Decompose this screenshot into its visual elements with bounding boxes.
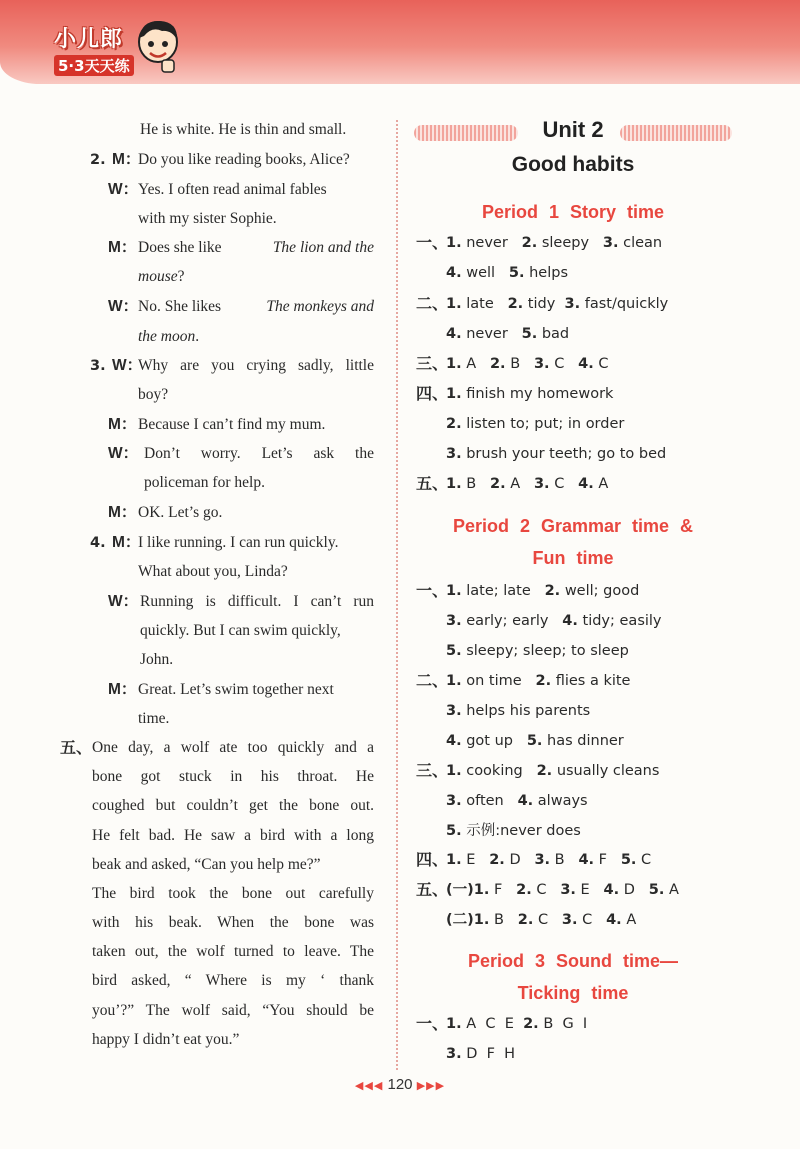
dialogue-line: quickly. But I can swim quickly, (140, 622, 341, 639)
dialogue-line: Why are you crying sadly, little (138, 357, 374, 374)
dialogue-line: with my sister Sophie. (138, 210, 277, 227)
section-label: 三、 (416, 761, 449, 780)
dialogue-line: Great. Let’s swim together next (138, 681, 334, 698)
series-title: 5·3天天练 (54, 55, 134, 76)
section-label: 三、 (416, 354, 449, 373)
story-line: happy I didn’t eat you.” (92, 1031, 240, 1048)
story-line: taken out, the wolf turned to leave. The (92, 943, 374, 960)
item-number: 3. (90, 358, 106, 374)
left-arrows-icon: ◀◀◀ (354, 1080, 384, 1092)
answer-row: 3. early; early 4. tidy; easily (446, 613, 662, 629)
dialogue-line (138, 327, 199, 347)
section-label: 五、 (60, 738, 93, 757)
dialogue-line (138, 238, 374, 258)
brand-title: 小儿郎 (54, 27, 124, 52)
answer-row: 3. often 4. always (446, 793, 588, 809)
section-label: 一、 (416, 581, 449, 600)
story-line: He felt bad. He saw a bird with a long (92, 827, 374, 844)
answer-row: 3. helps his parents (446, 703, 591, 719)
dialogue-line: Because I can’t find my mum. (138, 416, 326, 433)
item-number: 2. (90, 152, 106, 168)
dialogue-text: No. She likes (138, 298, 222, 315)
period-title: Period 1 Story time (481, 202, 665, 222)
period-title: Ticking time (517, 983, 629, 1003)
dialogue-line: boy? (138, 386, 169, 403)
speaker-label: M： (112, 534, 141, 551)
period-title: Period 3 Sound time— (467, 951, 679, 971)
unit-subtitle: Good habits (511, 153, 635, 176)
answer-row: 5. 示例:never does (446, 823, 581, 839)
section-label: 四、 (416, 384, 449, 403)
dialogue-line (138, 297, 374, 317)
answer-row: 1. A C E 2. B G I (446, 1016, 588, 1032)
answer-row: 4. well 5. helps (446, 265, 569, 281)
answer-row: 1. cooking 2. usually cleans (446, 763, 660, 779)
page-number: 120 (387, 1076, 413, 1093)
answer-row: (二)1. B 2. C 3. C 4. A (446, 912, 637, 928)
story-line: One day, a wolf ate too quickly and a (92, 739, 374, 756)
speaker-label: M： (112, 151, 141, 168)
dialogue-line: He is white. He is thin and small. (140, 121, 347, 138)
answer-row: 1. B 2. A 3. C 4. A (446, 476, 609, 492)
answer-row: 5. sleepy; sleep; to sleep (446, 643, 629, 659)
answer-row: 1. A 2. B 3. C 4. C (446, 356, 609, 372)
unit-title: Unit 2 (542, 117, 604, 142)
answer-row: (一)1. F 2. C 3. E 4. D 5. A (446, 882, 679, 898)
answer-row: 4. never 5. bad (446, 326, 570, 342)
section-label: 二、 (416, 294, 449, 313)
story-line: you’?” The wolf said, “You should be (92, 1002, 374, 1019)
dialogue-line: I like running. I can run quickly. (138, 534, 339, 551)
speaker-label: M： (108, 416, 137, 433)
item-number: 4. (90, 535, 106, 551)
page-footer (0, 1076, 800, 1093)
section-label: 五、 (416, 474, 449, 493)
brand-logo (54, 22, 134, 76)
punctuation: . (195, 328, 200, 345)
period-title: Fun time (532, 548, 614, 568)
answer-row: 1. never 2. sleepy 3. clean (446, 235, 663, 251)
story-line: bone got stuck in his throat. He (92, 768, 374, 785)
dialogue-line (138, 267, 185, 287)
story-line: with his beak. When the bone was (92, 914, 374, 931)
answer-row: 4. got up 5. has dinner (446, 733, 624, 749)
section-label: 五、 (416, 880, 449, 899)
speaker-label: W： (108, 181, 139, 198)
dialogue-line: time. (138, 710, 170, 727)
story-title: The monkeys and (266, 298, 374, 315)
story-title: The lion and the (272, 239, 374, 256)
dialogue-line: Yes. I often read animal fables (138, 181, 327, 198)
answer-row: 1. E 2. D 3. B 4. F 5. C (446, 852, 652, 868)
answer-row: 1. finish my homework (446, 386, 614, 402)
punctuation: ? (177, 268, 185, 285)
speaker-label: W： (108, 445, 139, 462)
answer-row: 1. on time 2. flies a kite (446, 673, 631, 689)
dialogue-line: John. (140, 651, 174, 668)
speaker-label: W： (112, 357, 143, 374)
speaker-label: M： (108, 681, 137, 698)
answer-row: 1. late; late 2. well; good (446, 583, 640, 599)
story-line: beak and asked, “Can you help me?” (92, 856, 321, 873)
section-label: 一、 (416, 1014, 449, 1033)
section-label: 二、 (416, 671, 449, 690)
speaker-label: W： (108, 298, 139, 315)
dialogue-line: Running is difficult. I can’t run (140, 593, 374, 610)
period-title: Period 2 Grammar time & (452, 516, 694, 536)
answer-row: 3. D F H (446, 1046, 516, 1062)
dialogue-line: OK. Let’s go. (138, 504, 223, 521)
answer-row: 3. brush your teeth; go to bed (446, 446, 667, 462)
speaker-label: M： (108, 504, 137, 521)
column-divider (396, 120, 398, 1070)
section-label: 四、 (416, 850, 449, 869)
right-arrows-icon: ▶▶▶ (416, 1080, 446, 1092)
speaker-label: M： (108, 239, 137, 256)
dialogue-line: Do you like reading books, Alice? (138, 151, 350, 168)
story-line: The bird took the bone out carefully (92, 885, 374, 902)
story-title: the moon (138, 328, 196, 345)
mascot-icon (132, 16, 184, 74)
speaker-label: W： (108, 593, 139, 610)
section-label: 一、 (416, 233, 449, 252)
dialogue-line: Don’t worry. Let’s ask the (144, 445, 374, 462)
dialogue-text: Does she like (138, 239, 222, 256)
answer-row: 2. listen to; put; in order (446, 416, 625, 432)
story-line: bird asked, “ Where is my ‘ thank (92, 972, 374, 989)
story-line: coughed but couldn’t get the bone out. (92, 797, 374, 814)
answer-row: 1. late 2. tidy 3. fast/quickly (446, 296, 669, 312)
story-title: mouse (138, 268, 178, 285)
dialogue-line: What about you, Linda? (138, 563, 288, 580)
dialogue-line: policeman for help. (144, 474, 265, 491)
